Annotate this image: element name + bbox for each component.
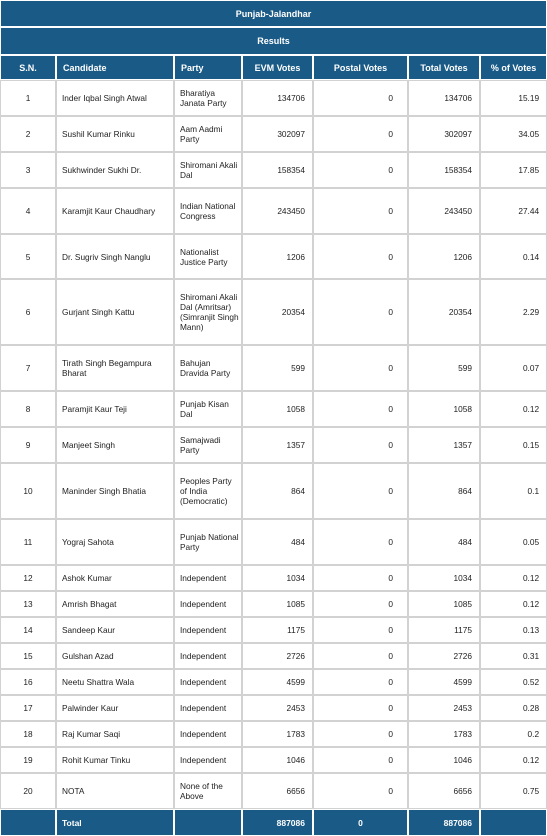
cell-total-votes: 2726 [408, 643, 480, 669]
cell-party: Peoples Party of India (Democratic) [174, 463, 242, 519]
cell-evm-votes: 2453 [242, 695, 313, 721]
cell-percent-votes: 2.29 [480, 279, 547, 345]
cell-candidate: Gulshan Azad [56, 643, 174, 669]
cell-evm-votes: 1206 [242, 234, 313, 279]
total-label: Total [56, 809, 174, 836]
table-row [0, 152, 547, 188]
total-total-votes: 887086 [408, 809, 480, 836]
cell-candidate: Inder Iqbal Singh Atwal [56, 80, 174, 116]
cell-candidate: Paramjit Kaur Teji [56, 391, 174, 427]
cell-candidate: Dr. Sugriv Singh Nanglu [56, 234, 174, 279]
results-subtitle: Results [0, 27, 547, 55]
cell-evm-votes: 20354 [242, 279, 313, 345]
cell-party: None of the Above [174, 773, 242, 809]
cell-postal-votes: 0 [313, 116, 408, 152]
cell-total-votes: 2453 [408, 695, 480, 721]
cell-sn: 9 [0, 427, 56, 463]
cell-postal-votes: 0 [313, 188, 408, 234]
cell-total-votes: 134706 [408, 80, 480, 116]
cell-party: Indian National Congress [174, 188, 242, 234]
header-candidate: Candidate [56, 55, 174, 80]
table-row [0, 591, 547, 617]
results-body [0, 80, 547, 809]
cell-candidate: NOTA [56, 773, 174, 809]
cell-percent-votes: 0.07 [480, 345, 547, 391]
cell-evm-votes: 1783 [242, 721, 313, 747]
cell-evm-votes: 1034 [242, 565, 313, 591]
cell-candidate: Rohit Kumar Tinku [56, 747, 174, 773]
total-row [0, 809, 547, 836]
cell-postal-votes: 0 [313, 695, 408, 721]
cell-candidate: Palwinder Kaur [56, 695, 174, 721]
cell-total-votes: 1357 [408, 427, 480, 463]
cell-sn: 13 [0, 591, 56, 617]
cell-percent-votes: 0.15 [480, 427, 547, 463]
cell-total-votes: 6656 [408, 773, 480, 809]
table-row [0, 345, 547, 391]
cell-total-votes: 1046 [408, 747, 480, 773]
header-party: Party [174, 55, 242, 80]
table-row [0, 116, 547, 152]
cell-candidate: Manjeet Singh [56, 427, 174, 463]
cell-candidate: Neetu Shattra Wala [56, 669, 174, 695]
cell-percent-votes: 0.31 [480, 643, 547, 669]
table-row [0, 695, 547, 721]
cell-evm-votes: 1085 [242, 591, 313, 617]
cell-evm-votes: 1046 [242, 747, 313, 773]
column-header-row [0, 55, 547, 80]
total-evm-votes: 887086 [242, 809, 313, 836]
cell-percent-votes: 0.12 [480, 591, 547, 617]
cell-postal-votes: 0 [313, 345, 408, 391]
cell-sn: 7 [0, 345, 56, 391]
cell-candidate: Karamjit Kaur Chaudhary [56, 188, 174, 234]
table-row [0, 721, 547, 747]
total-row-sn [0, 809, 56, 836]
cell-total-votes: 158354 [408, 152, 480, 188]
cell-candidate: Tirath Singh Begampura Bharat [56, 345, 174, 391]
cell-sn: 2 [0, 116, 56, 152]
cell-evm-votes: 158354 [242, 152, 313, 188]
cell-sn: 10 [0, 463, 56, 519]
cell-candidate: Amrish Bhagat [56, 591, 174, 617]
cell-total-votes: 484 [408, 519, 480, 565]
cell-party: Shiromani Akali Dal [174, 152, 242, 188]
cell-party: Shiromani Akali Dal (Amritsar)(Simranjit Singh Mann) [174, 279, 242, 345]
cell-total-votes: 1058 [408, 391, 480, 427]
cell-postal-votes: 0 [313, 669, 408, 695]
cell-candidate: Sushil Kumar Rinku [56, 116, 174, 152]
cell-party: Independent [174, 721, 242, 747]
cell-evm-votes: 484 [242, 519, 313, 565]
constituency-title: Punjab-Jalandhar [0, 0, 547, 27]
table-row [0, 519, 547, 565]
cell-party: Independent [174, 747, 242, 773]
cell-total-votes: 864 [408, 463, 480, 519]
header-percent-votes: % of Votes [480, 55, 547, 80]
cell-evm-votes: 243450 [242, 188, 313, 234]
cell-candidate: Raj Kumar Saqi [56, 721, 174, 747]
cell-percent-votes: 0.75 [480, 773, 547, 809]
cell-sn: 16 [0, 669, 56, 695]
table-row [0, 463, 547, 519]
cell-postal-votes: 0 [313, 391, 408, 427]
cell-candidate: Gurjant Singh Kattu [56, 279, 174, 345]
cell-percent-votes: 0.13 [480, 617, 547, 643]
cell-percent-votes: 34.05 [480, 116, 547, 152]
cell-party: Independent [174, 669, 242, 695]
cell-evm-votes: 1058 [242, 391, 313, 427]
cell-party: Samajwadi Party [174, 427, 242, 463]
cell-percent-votes: 0.52 [480, 669, 547, 695]
cell-percent-votes: 0.2 [480, 721, 547, 747]
cell-sn: 6 [0, 279, 56, 345]
cell-evm-votes: 864 [242, 463, 313, 519]
cell-percent-votes: 0.28 [480, 695, 547, 721]
table-row [0, 234, 547, 279]
cell-party: Aam Aadmi Party [174, 116, 242, 152]
cell-sn: 18 [0, 721, 56, 747]
cell-total-votes: 4599 [408, 669, 480, 695]
cell-postal-votes: 0 [313, 234, 408, 279]
cell-sn: 17 [0, 695, 56, 721]
cell-sn: 19 [0, 747, 56, 773]
cell-percent-votes: 0.1 [480, 463, 547, 519]
cell-total-votes: 599 [408, 345, 480, 391]
cell-candidate: Sukhwinder Sukhi Dr. [56, 152, 174, 188]
table-row [0, 773, 547, 809]
table-row [0, 279, 547, 345]
cell-party: Punjab Kisan Dal [174, 391, 242, 427]
cell-postal-votes: 0 [313, 80, 408, 116]
cell-evm-votes: 1357 [242, 427, 313, 463]
cell-percent-votes: 27.44 [480, 188, 547, 234]
cell-percent-votes: 0.05 [480, 519, 547, 565]
cell-total-votes: 302097 [408, 116, 480, 152]
cell-party: Independent [174, 643, 242, 669]
cell-evm-votes: 2726 [242, 643, 313, 669]
header-evm-votes: EVM Votes [242, 55, 313, 80]
table-row [0, 565, 547, 591]
cell-postal-votes: 0 [313, 279, 408, 345]
cell-sn: 5 [0, 234, 56, 279]
cell-candidate: Yograj Sahota [56, 519, 174, 565]
header-total-votes: Total Votes [408, 55, 480, 80]
cell-sn: 12 [0, 565, 56, 591]
cell-sn: 1 [0, 80, 56, 116]
cell-sn: 3 [0, 152, 56, 188]
cell-party: Punjab National Party [174, 519, 242, 565]
cell-evm-votes: 134706 [242, 80, 313, 116]
cell-sn: 4 [0, 188, 56, 234]
cell-sn: 15 [0, 643, 56, 669]
cell-percent-votes: 0.12 [480, 391, 547, 427]
cell-party: Bharatiya Janata Party [174, 80, 242, 116]
cell-party: Independent [174, 565, 242, 591]
total-row-pct [480, 809, 547, 836]
cell-postal-votes: 0 [313, 519, 408, 565]
cell-total-votes: 1783 [408, 721, 480, 747]
cell-total-votes: 1034 [408, 565, 480, 591]
cell-evm-votes: 599 [242, 345, 313, 391]
table-row [0, 747, 547, 773]
table-row [0, 391, 547, 427]
table-row [0, 188, 547, 234]
cell-party: Independent [174, 695, 242, 721]
cell-postal-votes: 0 [313, 643, 408, 669]
total-postal-votes: 0 [313, 809, 408, 836]
cell-party: Independent [174, 591, 242, 617]
cell-postal-votes: 0 [313, 591, 408, 617]
cell-party: Independent [174, 617, 242, 643]
cell-percent-votes: 0.14 [480, 234, 547, 279]
cell-sn: 11 [0, 519, 56, 565]
cell-postal-votes: 0 [313, 565, 408, 591]
cell-percent-votes: 0.12 [480, 565, 547, 591]
cell-postal-votes: 0 [313, 152, 408, 188]
cell-evm-votes: 6656 [242, 773, 313, 809]
table-row [0, 80, 547, 116]
cell-postal-votes: 0 [313, 463, 408, 519]
cell-total-votes: 1175 [408, 617, 480, 643]
cell-postal-votes: 0 [313, 617, 408, 643]
cell-total-votes: 243450 [408, 188, 480, 234]
cell-postal-votes: 0 [313, 747, 408, 773]
cell-evm-votes: 4599 [242, 669, 313, 695]
cell-sn: 20 [0, 773, 56, 809]
cell-evm-votes: 302097 [242, 116, 313, 152]
cell-postal-votes: 0 [313, 773, 408, 809]
cell-total-votes: 1085 [408, 591, 480, 617]
header-postal-votes: Postal Votes [313, 55, 408, 80]
cell-total-votes: 1206 [408, 234, 480, 279]
cell-postal-votes: 0 [313, 721, 408, 747]
table-row [0, 617, 547, 643]
cell-percent-votes: 17.85 [480, 152, 547, 188]
cell-candidate: Sandeep Kaur [56, 617, 174, 643]
header-sn: S.N. [0, 55, 56, 80]
cell-total-votes: 20354 [408, 279, 480, 345]
total-row-party [174, 809, 242, 836]
cell-party: Nationalist Justice Party [174, 234, 242, 279]
cell-sn: 8 [0, 391, 56, 427]
table-row [0, 427, 547, 463]
cell-postal-votes: 0 [313, 427, 408, 463]
table-row [0, 643, 547, 669]
cell-percent-votes: 0.12 [480, 747, 547, 773]
cell-percent-votes: 15.19 [480, 80, 547, 116]
cell-candidate: Maninder Singh Bhatia [56, 463, 174, 519]
cell-party: Bahujan Dravida Party [174, 345, 242, 391]
cell-candidate: Ashok Kumar [56, 565, 174, 591]
cell-sn: 14 [0, 617, 56, 643]
table-row [0, 669, 547, 695]
cell-evm-votes: 1175 [242, 617, 313, 643]
